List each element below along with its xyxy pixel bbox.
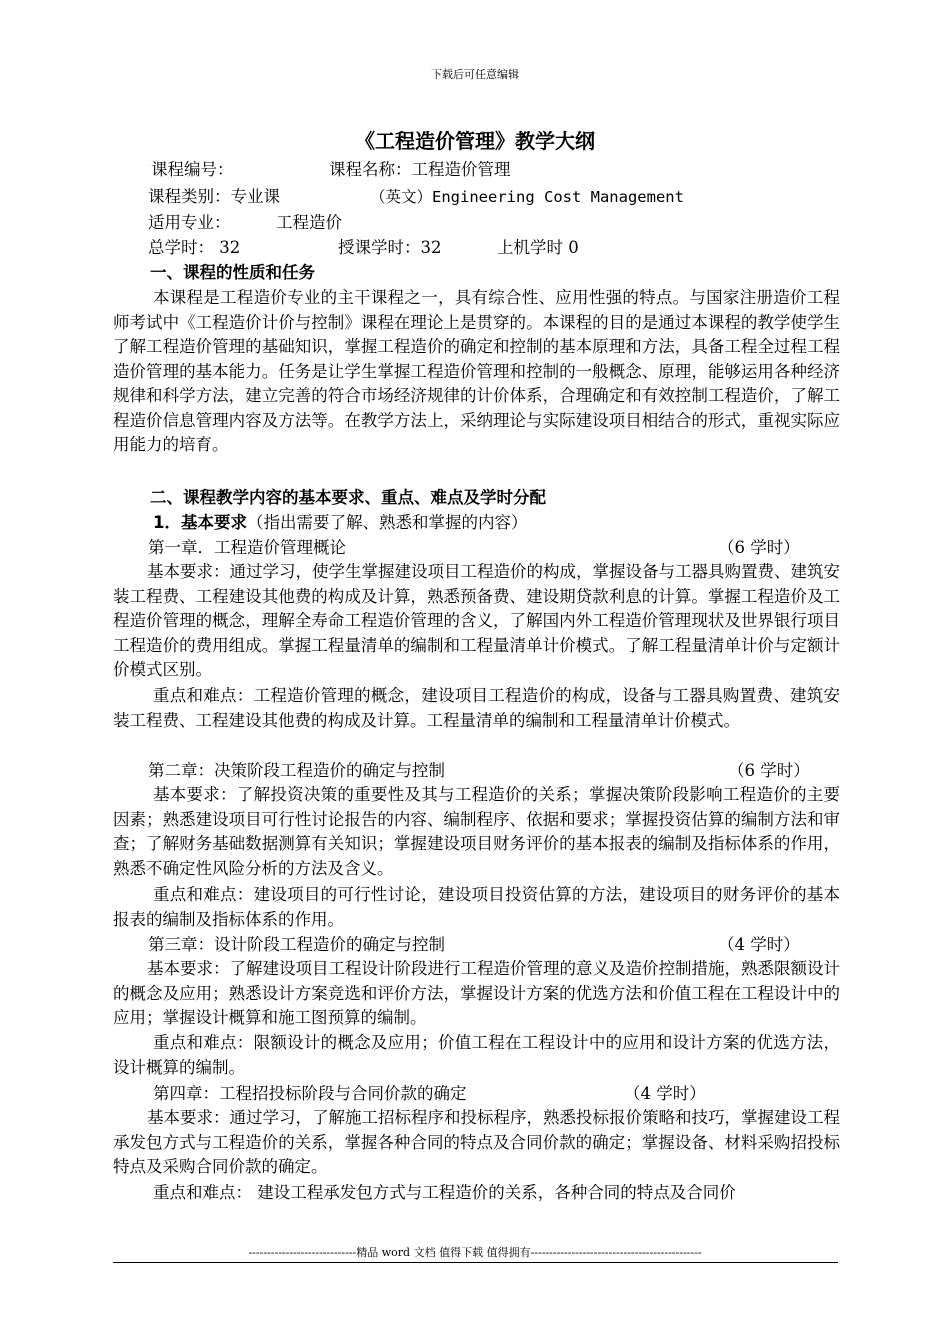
lab-hours: 上机学时 0	[497, 238, 579, 257]
chapter-title: 第一章．工程造价管理概论	[148, 538, 346, 557]
lecture-hours: 授课学时：32	[338, 238, 442, 257]
major-value: 工程造价	[276, 213, 342, 232]
subsection-number: 1．	[153, 513, 181, 532]
major-label: 适用专业：	[148, 213, 231, 232]
section1-heading: 一、课程的性质和任务	[150, 263, 315, 282]
chapter-requirements: 基本要求：通过学习，使学生掌握建设项目工程造价的构成，掌握设备与工器具购置费、建筑安装工程费、工程建设其他费的构成及计算，熟悉预备费、建设期贷款利息的计算。掌握工程造价及工程造价管理的概念，理解全寿命工程造价管理的含义，了解国内外工程造价管理现状及世界银行项目工程造价的费用组成。掌握工程量清单的编制和工程量清单计价模式。了解工程量清单计价与定额计价模式区别。	[113, 562, 840, 679]
chapter-title: 第二章：决策阶段工程造价的确定与控制	[148, 761, 445, 780]
chapter-title: 第四章：工程招投标阶段与合同价款的确定	[153, 1084, 467, 1103]
subsection-note: （指出需要了解、熟悉和掌握的内容）	[246, 513, 528, 532]
subsection-title: 基本要求	[180, 513, 247, 532]
course-name: 课程名称：工程造价管理	[329, 160, 511, 179]
subsection-heading	[153, 512, 527, 534]
footer-rule	[113, 1262, 838, 1263]
chapter-key-points: 重点和难点：建设项目的可行性讨论，建设项目投资估算的方法，建设项目的财务评价的基本报表的编制及指标体系的作用。	[113, 885, 840, 929]
chapter-key-points: 重点和难点： 建设工程承发包方式与工程造价的关系，各种合同的特点及合同价	[153, 1183, 736, 1202]
total-hours: 总学时： 32	[148, 238, 241, 257]
chapter-title: 第三章：设计阶段工程造价的确定与控制	[148, 935, 445, 954]
chapter-requirements: 基本要求：通过学习，了解施工招标程序和投标程序，熟悉投标报价策略和技巧，掌握建设工程承发包方式与工程造价的关系，掌握各种合同的特点及合同价款的确定；掌握设备、材料采购招投标特点及采购合同价款的确定。	[113, 1108, 840, 1176]
chapter-hours: （4 学时）	[624, 1084, 706, 1103]
chapter-hours: （4 学时）	[718, 935, 800, 954]
footer-text: -----------------------------精品 word 文档 值得下载 值得拥有----------------------------------------------	[248, 1246, 702, 1259]
chapter-key-points: 重点和难点：限额设计的概念及应用；价值工程在工程设计中的应用和设计方案的优选方法，设计概算的编制。	[113, 1033, 840, 1077]
header-note: 下载后可任意编辑	[431, 68, 519, 81]
course-english-name: （英文）Engineering Cost Management	[370, 188, 684, 206]
section2-heading: 二、课程教学内容的基本要求、重点、难点及学时分配	[150, 488, 546, 507]
chapter-hours: （6 学时）	[718, 538, 800, 557]
section1-body: 本课程是工程造价专业的主干课程之一，具有综合性、应用性强的特点。与国家注册造价工程师考试中《工程造价计价与控制》课程在理论上是贯穿的。本课程的目的是通过本课程的教学使学生了解工程造价管理的基础知识，掌握工程造价的确定和控制的基本原理和方法，具备工程全过程工程造价管理的基本能力。任务是让学生掌握工程造价管理和控制的一般概念、原理，能够运用各种经济规律和科学方法，建立完善的符合市场经济规律的计价体系，合理确定和有效控制工程造价，了解工程造价信息管理内容及方法等。在教学方法上，采纳理论与实际建设项目相结合的形式，重视实际应用能力的培育。	[113, 288, 840, 454]
course-category: 课程类别：专业课	[148, 187, 280, 206]
chapter-requirements: 基本要求：了解建设项目工程设计阶段进行工程造价管理的意义及造价控制措施，熟悉限额设计的概念及应用；熟悉设计方案竞选和评价方法，掌握设计方案的优选方法和价值工程在工程设计中的应用；掌握设计概算和施工图预算的编制。	[113, 959, 840, 1027]
document-title: 《工程造价管理》教学大纲	[355, 129, 595, 153]
chapter-hours: （6 学时）	[728, 761, 810, 780]
course-code: 课程编号：	[151, 160, 234, 179]
chapter-requirements: 基本要求：了解投资决策的重要性及其与工程造价的关系；掌握决策阶段影响工程造价的主要因素；熟悉建设项目可行性讨论报告的内容、编制程序、依据和要求；掌握投资估算的编制方法和审查；了解财务基础数据测算有关知识；掌握建设项目财务评价的基本报表的编制及指标体系的作用，熟悉不确定性风险分析的方法及含义。	[113, 785, 840, 878]
chapter-key-points: 重点和难点：工程造价管理的概念，建设项目工程造价的构成，设备与工器具购置费、建筑安装工程费、工程建设其他费的构成及计算。工程量清单的编制和工程量清单计价模式。	[113, 686, 840, 730]
